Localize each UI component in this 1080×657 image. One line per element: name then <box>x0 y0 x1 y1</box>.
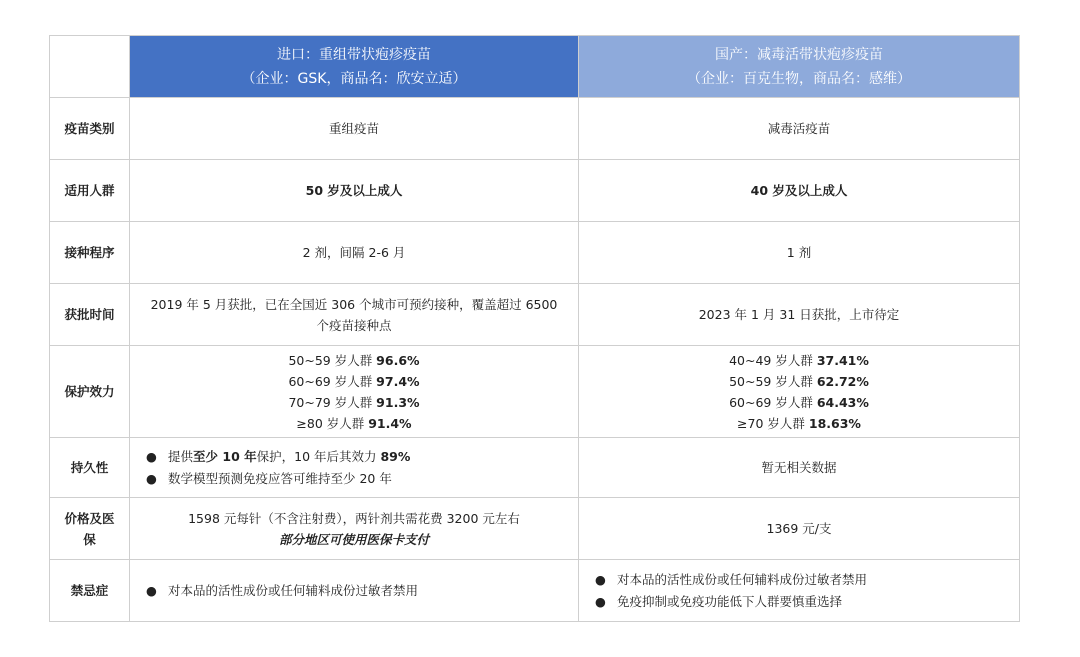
efficacy-line <box>140 350 568 371</box>
price-import-line2: 部分地区可使用医保卡支付 <box>278 531 429 547</box>
row-label: 禁忌症 <box>50 560 130 622</box>
row-label: 疫苗类别 <box>50 98 130 160</box>
price-import-line1: 1598 元每针（不含注射费），两针剂共需花费 3200 元左右 <box>188 510 520 526</box>
age-group: 40~49 岁人群 <box>729 352 817 368</box>
text-part: 对本品的活性成份或任何辅料成份过敏者禁用 <box>617 571 868 587</box>
list-item <box>589 591 1009 613</box>
import-cell <box>130 560 579 622</box>
domestic-cell: 2023 年 1 月 31 日获批，上市待定 <box>579 284 1020 346</box>
domestic-cell: 减毒活疫苗 <box>579 98 1020 160</box>
list-item <box>589 569 1009 591</box>
header-row <box>50 36 1020 98</box>
contraindication-row <box>50 560 1020 622</box>
schedule-row <box>50 222 1020 284</box>
age-group: 50~59 岁人群 <box>729 373 817 389</box>
bullet-icon: ● <box>595 593 606 609</box>
bullet-icon: ● <box>146 470 157 486</box>
efficacy-value: 96.6% <box>376 352 420 368</box>
import-header-line1: 进口：重组带状疱疹疫苗 <box>277 46 431 63</box>
text-part: 提供 <box>168 448 194 464</box>
text-part: 保护，10 年后其效力 <box>256 448 381 464</box>
durability-row <box>50 438 1020 498</box>
efficacy-value: 91.4% <box>368 415 412 431</box>
age-group: ≥70 岁人群 <box>737 415 809 431</box>
efficacy-line <box>589 413 1009 434</box>
domestic-header-line1: 国产：减毒活带状疱疹疫苗 <box>715 46 883 63</box>
domestic-cell: 40 岁及以上成人 <box>579 160 1020 222</box>
vaccine-comparison-table <box>49 35 1020 622</box>
age-group: ≥80 岁人群 <box>296 415 369 431</box>
efficacy-line <box>589 371 1009 392</box>
efficacy-value: 91.3% <box>376 394 420 410</box>
import-cell <box>130 284 579 346</box>
bullet-icon: ● <box>146 582 157 598</box>
efficacy-line <box>140 392 568 413</box>
efficacy-value: 97.4% <box>376 373 420 389</box>
bullet-icon: ● <box>146 448 157 464</box>
row-label: 接种程序 <box>50 222 130 284</box>
import-vaccine-header <box>130 36 579 98</box>
domestic-header-line2: （企业：百克生物，商品名：感维） <box>687 70 911 87</box>
efficacy-line <box>140 413 568 434</box>
price-row <box>50 498 1020 560</box>
corner-cell <box>50 36 130 98</box>
import-cell <box>130 498 579 560</box>
text-part: 免疫抑制或免疫功能低下人群要慎重选择 <box>617 593 843 609</box>
list-item <box>140 446 568 468</box>
list-item <box>140 580 568 602</box>
age-group: 60~69 岁人群 <box>729 394 817 410</box>
domestic-cell: 1369 元/支 <box>579 498 1020 560</box>
category-row <box>50 98 1020 160</box>
efficacy-value: 18.63% <box>808 415 861 431</box>
text-part: 数学模型预测免疫应答可维持至少 20 年 <box>168 470 392 486</box>
efficacy-row <box>50 346 1020 438</box>
approval-row <box>50 284 1020 346</box>
import-cell: 2 剂，间隔 2-6 月 <box>130 222 579 284</box>
row-label: 持久性 <box>50 438 130 498</box>
efficacy-value: 62.72% <box>816 373 869 389</box>
efficacy-value: 37.41% <box>816 352 869 368</box>
domestic-cell <box>579 346 1020 438</box>
import-cell: 重组疫苗 <box>130 98 579 160</box>
import-cell: 50 岁及以上成人 <box>130 160 579 222</box>
bullet-icon: ● <box>595 571 606 587</box>
import-cell <box>130 438 579 498</box>
import-cell <box>130 346 579 438</box>
text-part: 对本品的活性成份或任何辅料成份过敏者禁用 <box>168 582 419 598</box>
age-group: 60~69 岁人群 <box>288 373 377 389</box>
approval-import-line1: 2019 年 5 月获批，已在全国近 306 个城市可预约接种，覆盖超过 6500 <box>150 296 558 312</box>
population-row <box>50 160 1020 222</box>
row-label: 适用人群 <box>50 160 130 222</box>
age-group: 50~59 岁人群 <box>288 352 377 368</box>
row-label: 价格及医保 <box>50 498 130 560</box>
efficacy-line <box>140 371 568 392</box>
contraindication-list <box>589 569 1009 613</box>
row-label: 保护效力 <box>50 346 130 438</box>
efficacy-line <box>589 392 1009 413</box>
text-part-bold: 至少 10 年 <box>193 448 257 464</box>
domestic-cell: 暂无相关数据 <box>579 438 1020 498</box>
list-item <box>140 468 568 490</box>
domestic-cell <box>579 560 1020 622</box>
efficacy-value: 64.43% <box>816 394 869 410</box>
text-part-bold: 89% <box>380 448 411 464</box>
age-group: 70~79 岁人群 <box>288 394 377 410</box>
import-header-line2: （企业：GSK，商品名：欣安立适） <box>241 70 467 87</box>
row-label: 获批时间 <box>50 284 130 346</box>
efficacy-line <box>589 350 1009 371</box>
domestic-vaccine-header <box>579 36 1020 98</box>
contraindication-list <box>140 580 568 602</box>
durability-list <box>140 446 568 490</box>
approval-import-line2: 个疫苗接种点 <box>316 317 392 333</box>
domestic-cell: 1 剂 <box>579 222 1020 284</box>
